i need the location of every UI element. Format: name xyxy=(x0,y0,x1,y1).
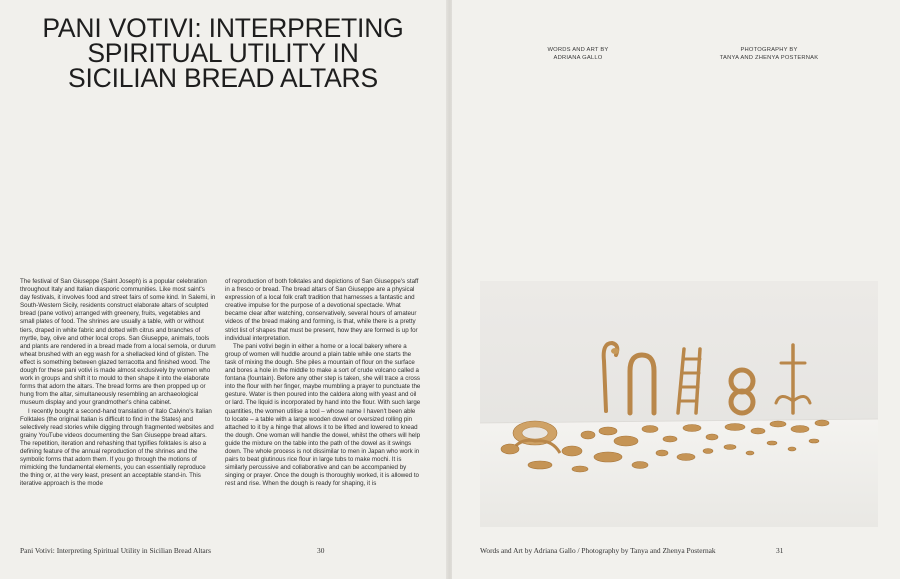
body-column-1 xyxy=(20,278,216,488)
bread-bird xyxy=(611,348,619,354)
body-column-2 xyxy=(225,278,421,488)
credit-name: ADRIANA GALLO xyxy=(553,55,603,61)
bread-roll xyxy=(683,425,701,432)
bread-wreath-hole xyxy=(522,427,548,439)
bread-roll xyxy=(706,434,718,440)
paragraph: of reproduction of both folktales and depictions of San Giuseppe's staff in a fresco or bread. The bread altars of San Giuseppe are a physical expression of a local folk craft tradition that harnesses a fantastic and creative impulse for the purpose of a devotional spectacle. What became clear after watching, conservatively, several hours of amateur videos of the bread making and forming, is that, while there is a pretty strict list of shapes that must be present, how they are formed is up for individual interpretation. xyxy=(225,278,419,342)
credit-photography xyxy=(679,46,859,62)
bread-roll xyxy=(581,431,595,439)
bread-roll xyxy=(809,439,819,443)
bread-roll xyxy=(677,454,695,461)
bread-roll xyxy=(788,447,796,451)
left-page xyxy=(0,0,448,579)
bread-roll xyxy=(614,436,638,446)
credit-label: WORDS AND ART BY xyxy=(547,47,609,53)
bread-roll xyxy=(663,436,677,442)
credit-label: PHOTOGRAPHY BY xyxy=(740,47,798,53)
paragraph: The festival of San Giuseppe (Saint Joseph) is a popular celebration throughout Italy and Italian diasporic communities. Like most saint's day festivals, it involves food and street fairs of some kind. In Salemi, in South-Western Sicily, residents construct elaborate altars of sculpted bread (pane votivo) arranged with greenery, fruits, vegetables and small plates of food. The shrines are usually a table, with or without tiers, draped in white fabric and dotted with citrus and branches of myrtle, bay, olive and other local crops. San Giuseppe, animals, tools and plants are rendered in a bread made from a local semola, or durum wheat brushed with an egg wash for a shellacked kind of glisten. The effect is something between glazed terracotta and finished wood. The dough for these pani votivi is made almost exclusively by women who work in groups and shift it to mould to then shape it into the elaborate forms that adorn the altars. The bread forms are then propped up or hung from the altar, simultaneously resembling an archaeological museum display and your grandmother's china cabinet. xyxy=(20,278,216,407)
bread-roll xyxy=(791,426,809,433)
article-title: PANI VOTIVI: INTERPRETING SPIRITUAL UTILITY IN SICILIAN BREAD ALTARS xyxy=(42,13,404,93)
bread-roll xyxy=(767,441,777,445)
bread-roll xyxy=(528,461,552,469)
bread-roll xyxy=(656,450,668,456)
bread-roll xyxy=(751,428,765,434)
credit-name: TANYA AND ZHENYA POSTERNAK xyxy=(719,55,819,61)
bread-roll xyxy=(725,424,745,431)
bread-roll xyxy=(594,452,622,462)
bread-roll xyxy=(642,426,658,433)
bread-roll xyxy=(501,444,519,454)
bread-altar-illustration xyxy=(480,281,878,527)
bread-roll xyxy=(599,427,617,435)
paragraph: I recently bought a second-hand translation of Italo Calvino's Italian Folktales (the original Italian is difficult to find in the States) and selectively read stories while digging through fragmented websites and grainy YouTube videos documenting the San Giuseppe bread altars. The repetition, iteration and rehashing that typifies folktales is also a defining feature of the annual reproduction of the shrines and the symbolic forms that adorn them. If you go through the motions of mimicking the fundamental elements, you can essentially reproduce the thing or, at the very least, present an acceptable stand-in. This iterative approach is the mode xyxy=(20,407,214,488)
credit-words-art xyxy=(488,46,668,62)
running-footer-right: Words and Art by Adriana Gallo / Photography by Tanya and Zhenya Posternak xyxy=(480,546,716,555)
bread-roll xyxy=(770,421,786,427)
page-number-right: 31 xyxy=(776,546,784,555)
paragraph: The pani votivi begin in either a home or a local bakery where a group of women will huddle around a plain table while one starts the task of mixing the dough. She piles a mountain of flour on the surface and bores a hole in the middle to make a sort of crude volcano called a fontana (fountain). Before any other step is taken, she will trace a cross into the flour with her finger, maybe mumbling a prayer to punctuate the gesture. Water is then poured into the caldera along with yeast and oil or lard. The liquid is incorporated by hand into the flour. With such large quantities, the women utilise a tool – whose name I haven't been able to locate – a table with a large wooden dowel or oversized rolling pin attached to it by a hinge that allows it to be lifted and lowered to knead the dough. One woman will handle the dowel, whilst the others will help guide the mixture on the table into the path of the dowel as it swings down. The whole process is not dissimilar to men in Japan who work in pairs to beat glutinous rice flour in large tubs to make mochi. It is similarly percussive and collaborative and can be accompanied by singing or prayer. Once the dough is thoroughly worked, it is allowed to rest and rise. When the dough is ready for shaping, it is xyxy=(225,342,421,488)
bread-roll xyxy=(572,466,588,472)
bread-roll xyxy=(562,446,582,456)
bread-roll xyxy=(724,445,736,450)
bread-roll xyxy=(703,449,713,454)
bread-altar-photo xyxy=(480,281,878,527)
page-number-left: 30 xyxy=(317,546,325,555)
bread-roll xyxy=(815,420,829,426)
bread-roll xyxy=(746,451,754,455)
bread-roll xyxy=(632,462,648,469)
running-footer-left: Pani Votivi: Interpreting Spiritual Utility in Sicilian Bread Altars xyxy=(20,546,212,555)
